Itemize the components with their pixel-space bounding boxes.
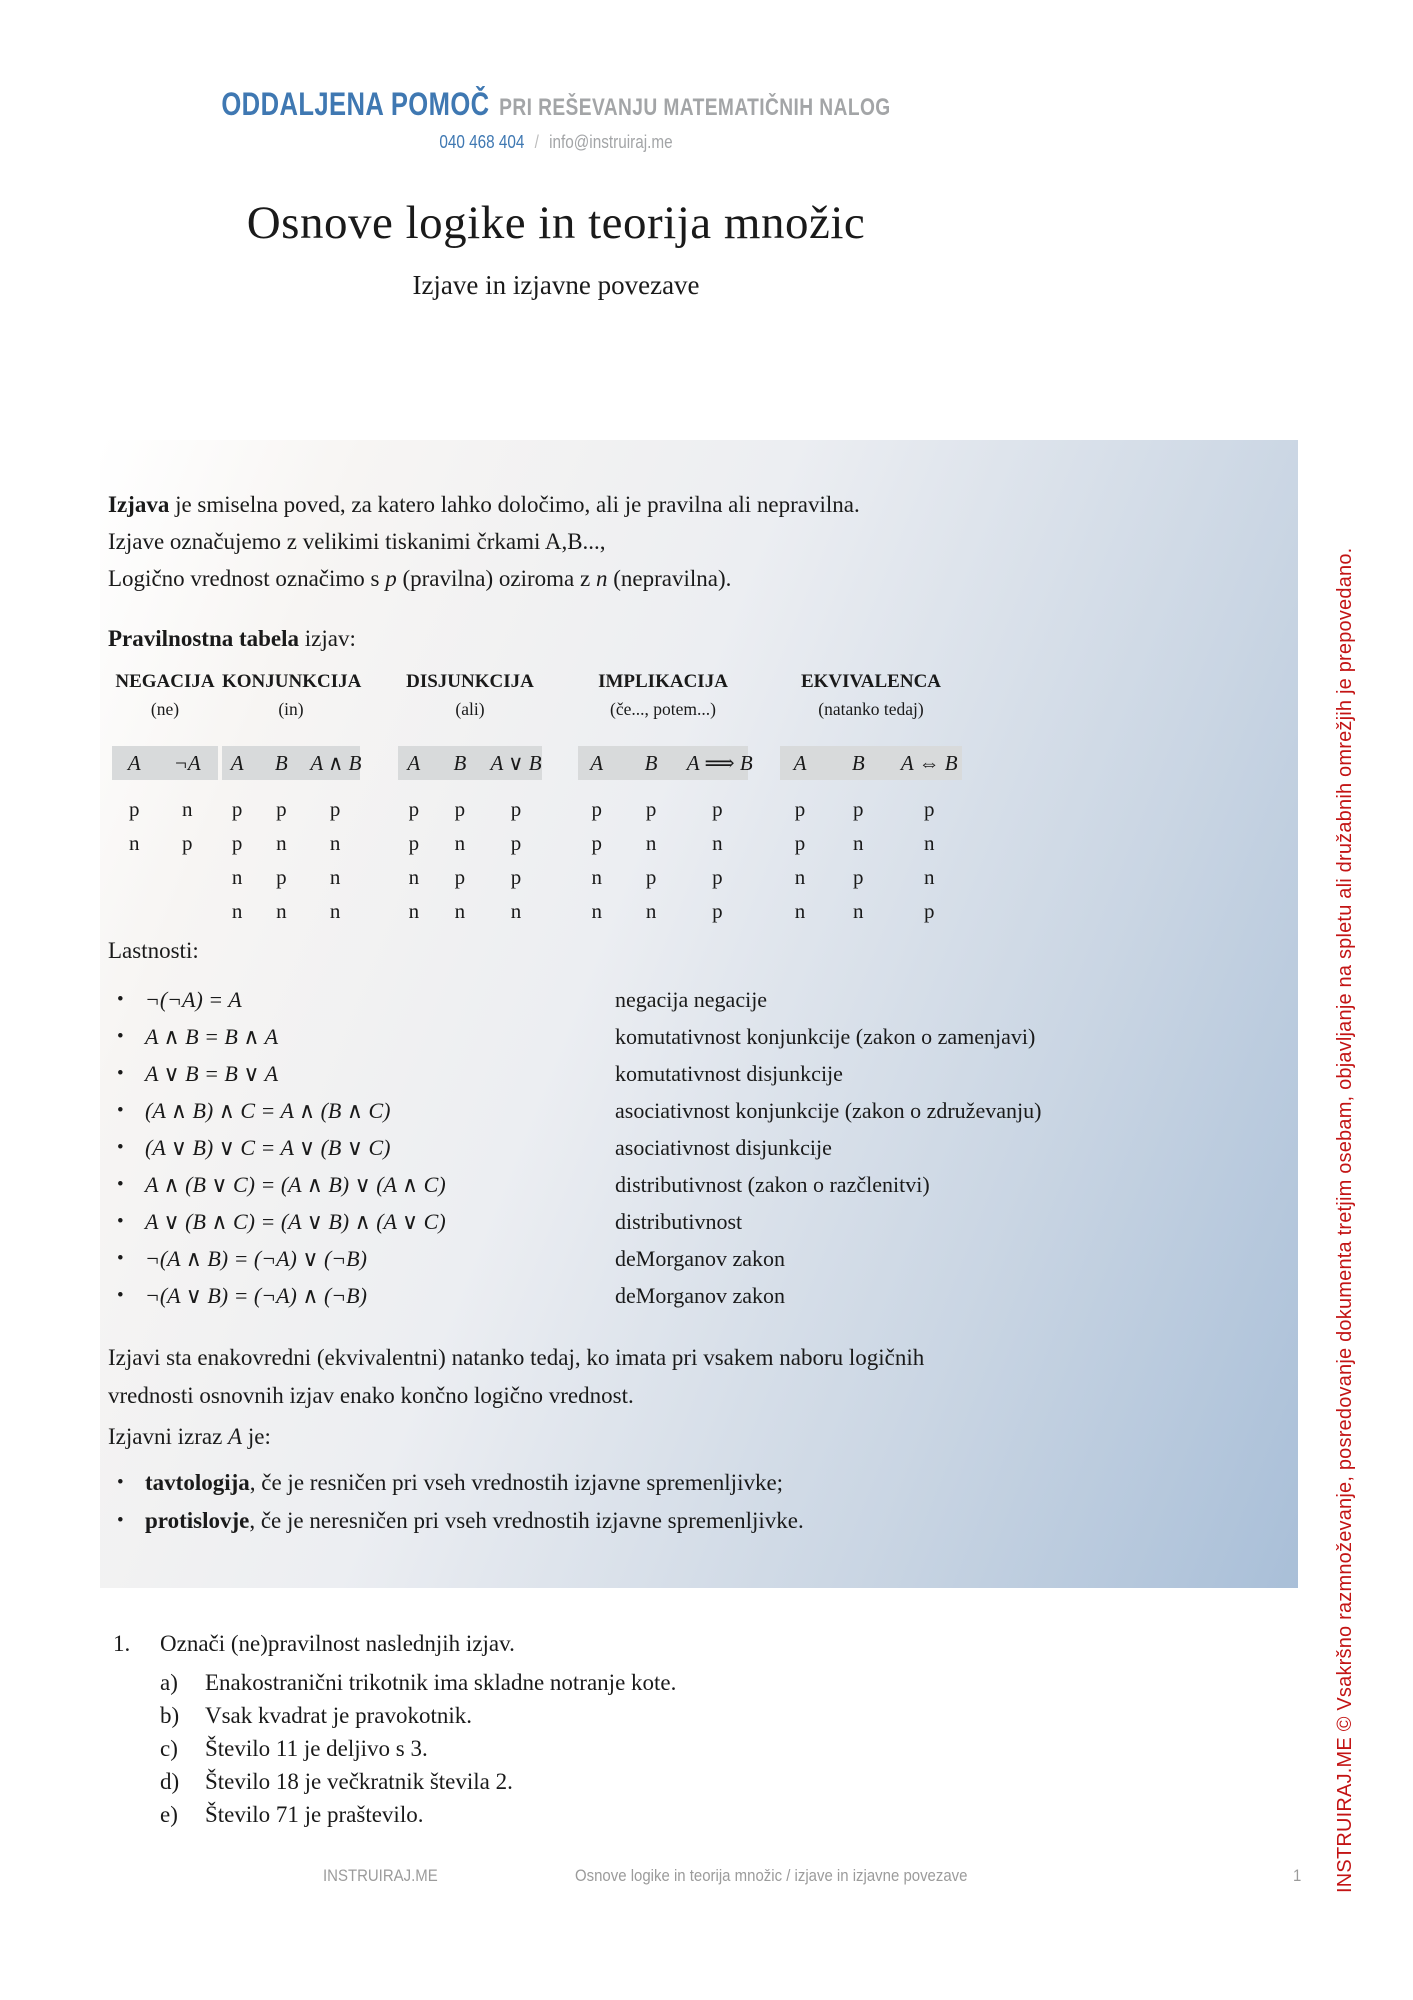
property-item xyxy=(100,1129,1220,1166)
truth-value: n xyxy=(923,864,935,889)
property-item xyxy=(100,1018,1220,1055)
bullet-icon: • xyxy=(117,1136,124,1158)
exercise-item xyxy=(160,1765,676,1798)
property-formula: (A ∧ B) ∧ C = A ∧ (B ∧ C) xyxy=(145,1097,391,1123)
truth-value: p xyxy=(329,796,341,821)
property-formula: ¬(A ∧ B) = (¬A) ∨ (¬B) xyxy=(145,1245,367,1271)
truth-value: n xyxy=(129,830,140,855)
property-item xyxy=(100,1092,1220,1129)
truth-value: p xyxy=(276,796,287,821)
truth-value: p xyxy=(231,830,243,855)
column-header: A xyxy=(793,750,807,775)
table-row xyxy=(222,792,360,826)
item-label: a) xyxy=(160,1670,178,1695)
truth-value: p xyxy=(510,796,522,821)
property-formula: A ∨ (B ∧ C) = (A ∨ B) ∧ (A ∨ C) xyxy=(145,1208,446,1234)
property-item xyxy=(100,981,1220,1018)
bullet-icon: • xyxy=(117,1510,124,1531)
truth-value: p xyxy=(645,796,657,821)
truth-table-ekvivalenca xyxy=(780,671,962,928)
truth-value: n xyxy=(454,830,466,855)
truth-value: n xyxy=(794,898,806,923)
intro-line-3: Logično vrednost označimo s p (pravilna) oziroma z n (nepravilna). xyxy=(108,566,732,591)
truth-value: n xyxy=(853,830,864,855)
table-row xyxy=(578,792,748,826)
table-title: KONJUNKCIJA xyxy=(222,671,362,692)
table-row xyxy=(398,894,542,928)
table-row xyxy=(578,894,748,928)
var-p: p xyxy=(385,566,397,591)
table-subtitle: (natanko tedaj) xyxy=(818,699,924,719)
property-formula: ¬(¬A) = A xyxy=(145,986,242,1012)
truth-value: n xyxy=(231,864,243,889)
table-row xyxy=(398,826,542,860)
table-row xyxy=(112,792,218,826)
copyright-watermark: INSTRUIRAJ.ME © Vsakršno razmnoževanje, posredovanje dokumenta tretjim osebam, objavljanje na spletu ali družabnih omrežjih je prepovedano. xyxy=(1334,547,1356,1893)
column-header: A xyxy=(127,750,141,775)
properties-heading: Lastnosti: xyxy=(108,938,199,963)
truth-value: n xyxy=(923,830,935,855)
intro-line-1: Izjava je smiselna poved, za katero lahko določimo, ali je pravilna ali nepravilna. xyxy=(108,492,860,517)
truth-value: p xyxy=(712,864,723,889)
truth-value: p xyxy=(591,830,602,855)
truth-value: n xyxy=(853,898,864,923)
table-subtitle: (če..., potem...) xyxy=(610,699,716,719)
bullet-icon: • xyxy=(117,1247,124,1269)
truth-value: n xyxy=(182,796,193,821)
email-link[interactable]: info@instruiraj.me xyxy=(549,132,673,152)
table-header-row xyxy=(578,746,753,780)
table-row xyxy=(398,792,542,826)
truth-value: p xyxy=(129,796,140,821)
table-row xyxy=(780,792,962,826)
property-description: asociativnost disjunkcije xyxy=(615,1134,832,1160)
property-description: deMorganov zakon xyxy=(615,1282,786,1308)
brand-line xyxy=(191,86,921,123)
property-description: distributivnost xyxy=(615,1208,743,1234)
truth-value: n xyxy=(329,830,341,855)
table-row xyxy=(780,826,962,860)
truth-value: p xyxy=(454,864,466,889)
truth-value: p xyxy=(591,796,602,821)
property-description: komutativnost disjunkcije xyxy=(615,1060,843,1086)
truth-value: p xyxy=(454,796,466,821)
property-formula: A ∨ B = B ∨ A xyxy=(145,1060,279,1086)
column-header: A xyxy=(590,750,604,775)
expression-text: tavtologija, če je resničen pri vseh vrednostih izjavne spremenljivke; xyxy=(145,1470,784,1495)
truth-value: n xyxy=(329,864,341,889)
exercise-prompt: Označi (ne)pravilnost naslednjih izjav. xyxy=(160,1631,515,1656)
truth-value: n xyxy=(408,864,420,889)
properties-list xyxy=(100,981,1220,1314)
truth-value: p xyxy=(923,796,935,821)
table-title: DISJUNKCIJA xyxy=(406,671,534,692)
truth-value: p xyxy=(645,864,657,889)
column-header: B xyxy=(644,750,658,775)
item-text: Vsak kvadrat je pravokotnik. xyxy=(205,1703,472,1728)
exercise-item xyxy=(160,1732,676,1765)
table-row xyxy=(222,894,360,928)
bullet-icon: • xyxy=(117,1025,124,1047)
table-row xyxy=(112,826,218,860)
bullet-icon: • xyxy=(117,988,124,1010)
contact-separator: / xyxy=(534,132,539,152)
bullet-icon: • xyxy=(117,1472,124,1493)
column-header: B xyxy=(274,750,288,775)
footer-brand: INSTRUIRAJ.ME xyxy=(323,1866,438,1885)
column-header: A ⇔ B xyxy=(900,750,958,775)
table-row xyxy=(780,894,962,928)
exercise-1 xyxy=(113,1627,676,1831)
item-text: Število 18 je večkratnik števila 2. xyxy=(205,1769,513,1794)
truth-value: p xyxy=(231,796,243,821)
header xyxy=(100,86,1012,153)
truth-value: p xyxy=(276,864,287,889)
property-description: deMorganov zakon xyxy=(615,1245,786,1271)
truth-value: n xyxy=(329,898,341,923)
property-description: negacija negacije xyxy=(615,986,768,1012)
bullet-icon: • xyxy=(117,1210,124,1232)
expression-item xyxy=(100,1502,804,1540)
exercise-number: 1. xyxy=(113,1631,131,1656)
page-title: Osnove logike in teorija množic xyxy=(246,197,866,249)
truth-value: n xyxy=(591,898,602,923)
footer-page-number: 1 xyxy=(1293,1866,1302,1885)
table-title: EKVIVALENCA xyxy=(800,671,942,692)
truth-value: n xyxy=(510,898,522,923)
exercise-prompt-row xyxy=(113,1627,676,1661)
item-text: Enakostranični trikotnik ima skladne notranje kote. xyxy=(205,1670,677,1695)
column-header: ¬A xyxy=(173,750,201,775)
item-label: b) xyxy=(160,1703,180,1728)
truth-value: p xyxy=(923,898,935,923)
truth-value: p xyxy=(408,830,420,855)
truth-value: p xyxy=(712,796,723,821)
property-description: komutativnost konjunkcije (zakon o zamenjavi) xyxy=(615,1023,1036,1049)
column-header: A ∧ B xyxy=(310,750,362,775)
column-header: A ⟹ B xyxy=(686,750,753,775)
equivalence-note: Izjavi sta enakovredni (ekvivalentni) natanko tedaj, ko imata pri vsakem naboru logičnih vrednosti osnovnih izjav enako končno logično vrednost. xyxy=(108,1345,925,1408)
item-label: d) xyxy=(160,1769,180,1794)
truth-value: n xyxy=(276,898,287,923)
truth-value: n xyxy=(276,830,287,855)
intro-paragraph xyxy=(108,486,860,597)
item-text: Število 11 je deljivo s 3. xyxy=(205,1736,428,1761)
var-A: A xyxy=(228,1424,243,1449)
property-description: distributivnost (zakon o razčlenitvi) xyxy=(615,1171,930,1197)
truth-value: p xyxy=(712,898,723,923)
bullet-icon: • xyxy=(117,1284,124,1306)
brand-tagline: PRI REŠEVANJU MATEMATIČNIH NALOG xyxy=(499,94,891,121)
truth-value: p xyxy=(510,830,522,855)
property-item xyxy=(100,1055,1220,1092)
truth-value: p xyxy=(794,796,806,821)
truth-table-konjunkcija xyxy=(222,671,360,928)
expression-text: protislovje, če je neresničen pri vseh vrednostih izjavne spremenljivke. xyxy=(145,1508,804,1533)
property-item xyxy=(100,1277,1220,1314)
table-subtitle: (ali) xyxy=(455,699,485,719)
phone-number[interactable]: 040 468 404 xyxy=(439,132,525,152)
bullet-icon: • xyxy=(117,1099,124,1121)
truth-value: p xyxy=(510,864,522,889)
column-header: A xyxy=(230,750,244,775)
property-item xyxy=(100,1166,1220,1203)
page-subtitle: Izjave in izjavne povezave xyxy=(412,270,700,300)
table-row xyxy=(222,860,360,894)
theory-box xyxy=(100,440,1298,1588)
expression-list xyxy=(100,1464,804,1540)
property-formula: (A ∨ B) ∨ C = A ∨ (B ∨ C) xyxy=(145,1134,391,1160)
table-title: NEGACIJA xyxy=(115,671,215,692)
bullet-icon: • xyxy=(117,1062,124,1084)
table-header-row xyxy=(222,746,360,780)
expression-heading: Izjavni izraz A je: xyxy=(108,1424,271,1449)
table-row xyxy=(780,860,962,894)
truth-value: n xyxy=(645,898,657,923)
exercise-item xyxy=(160,1798,676,1831)
column-header: A xyxy=(407,750,421,775)
column-header: B xyxy=(851,750,865,775)
truth-value: n xyxy=(408,898,420,923)
table-subtitle: (in) xyxy=(278,699,304,719)
truth-value: n xyxy=(794,864,806,889)
truth-value: n xyxy=(645,830,657,855)
truth-value: n xyxy=(231,898,243,923)
exercise-items xyxy=(160,1666,676,1831)
contact-line xyxy=(168,132,943,153)
bullet-icon: • xyxy=(117,1173,124,1195)
table-row xyxy=(578,860,748,894)
truth-value: n xyxy=(454,898,466,923)
truth-value: p xyxy=(794,830,806,855)
item-text: Število 71 je praštevilo. xyxy=(205,1802,424,1827)
column-header: B xyxy=(453,750,467,775)
property-description: asociativnost konjunkcije (zakon o združevanju) xyxy=(615,1097,1042,1123)
property-formula: A ∧ B = B ∧ A xyxy=(145,1023,279,1049)
table-row xyxy=(222,826,360,860)
table-subtitle: (ne) xyxy=(150,699,180,719)
property-formula: ¬(A ∨ B) = (¬A) ∧ (¬B) xyxy=(145,1282,367,1308)
property-item xyxy=(100,1240,1220,1277)
item-label: e) xyxy=(160,1802,178,1827)
truth-table-implikacija xyxy=(578,671,753,928)
table-header-row xyxy=(780,746,962,780)
brand-logo: ODDALJENA POMOČ xyxy=(221,86,490,122)
truth-table-disjunkcija xyxy=(398,671,542,928)
expression-item xyxy=(100,1464,804,1502)
property-item xyxy=(100,1203,1220,1240)
footer-doc-title: Osnove logike in teorija množic / izjave in izjavne povezave xyxy=(575,1866,968,1885)
truth-value: n xyxy=(591,864,602,889)
truth-table-negacija xyxy=(112,671,218,860)
exercise-item xyxy=(160,1666,676,1699)
truth-value: p xyxy=(408,796,420,821)
intro-line-2: Izjave označujemo z velikimi tiskanimi črkami A,B..., xyxy=(108,529,606,554)
table-title: IMPLIKACIJA xyxy=(598,671,728,692)
truth-value: p xyxy=(182,830,193,855)
truth-value: p xyxy=(853,864,864,889)
var-n: n xyxy=(595,566,608,591)
table-row xyxy=(578,826,748,860)
item-label: c) xyxy=(160,1736,178,1761)
table-header-row xyxy=(398,746,542,780)
truth-table-heading: Pravilnostna tabela izjav: xyxy=(108,626,356,651)
truth-value: p xyxy=(853,796,864,821)
property-formula: A ∧ (B ∨ C) = (A ∧ B) ∨ (A ∧ C) xyxy=(145,1171,446,1197)
table-row xyxy=(398,860,542,894)
intro-term: Izjava xyxy=(108,492,170,517)
truth-value: n xyxy=(712,830,723,855)
exercise-item xyxy=(160,1699,676,1732)
column-header: A ∨ B xyxy=(490,750,542,775)
table-header-row xyxy=(112,746,218,780)
